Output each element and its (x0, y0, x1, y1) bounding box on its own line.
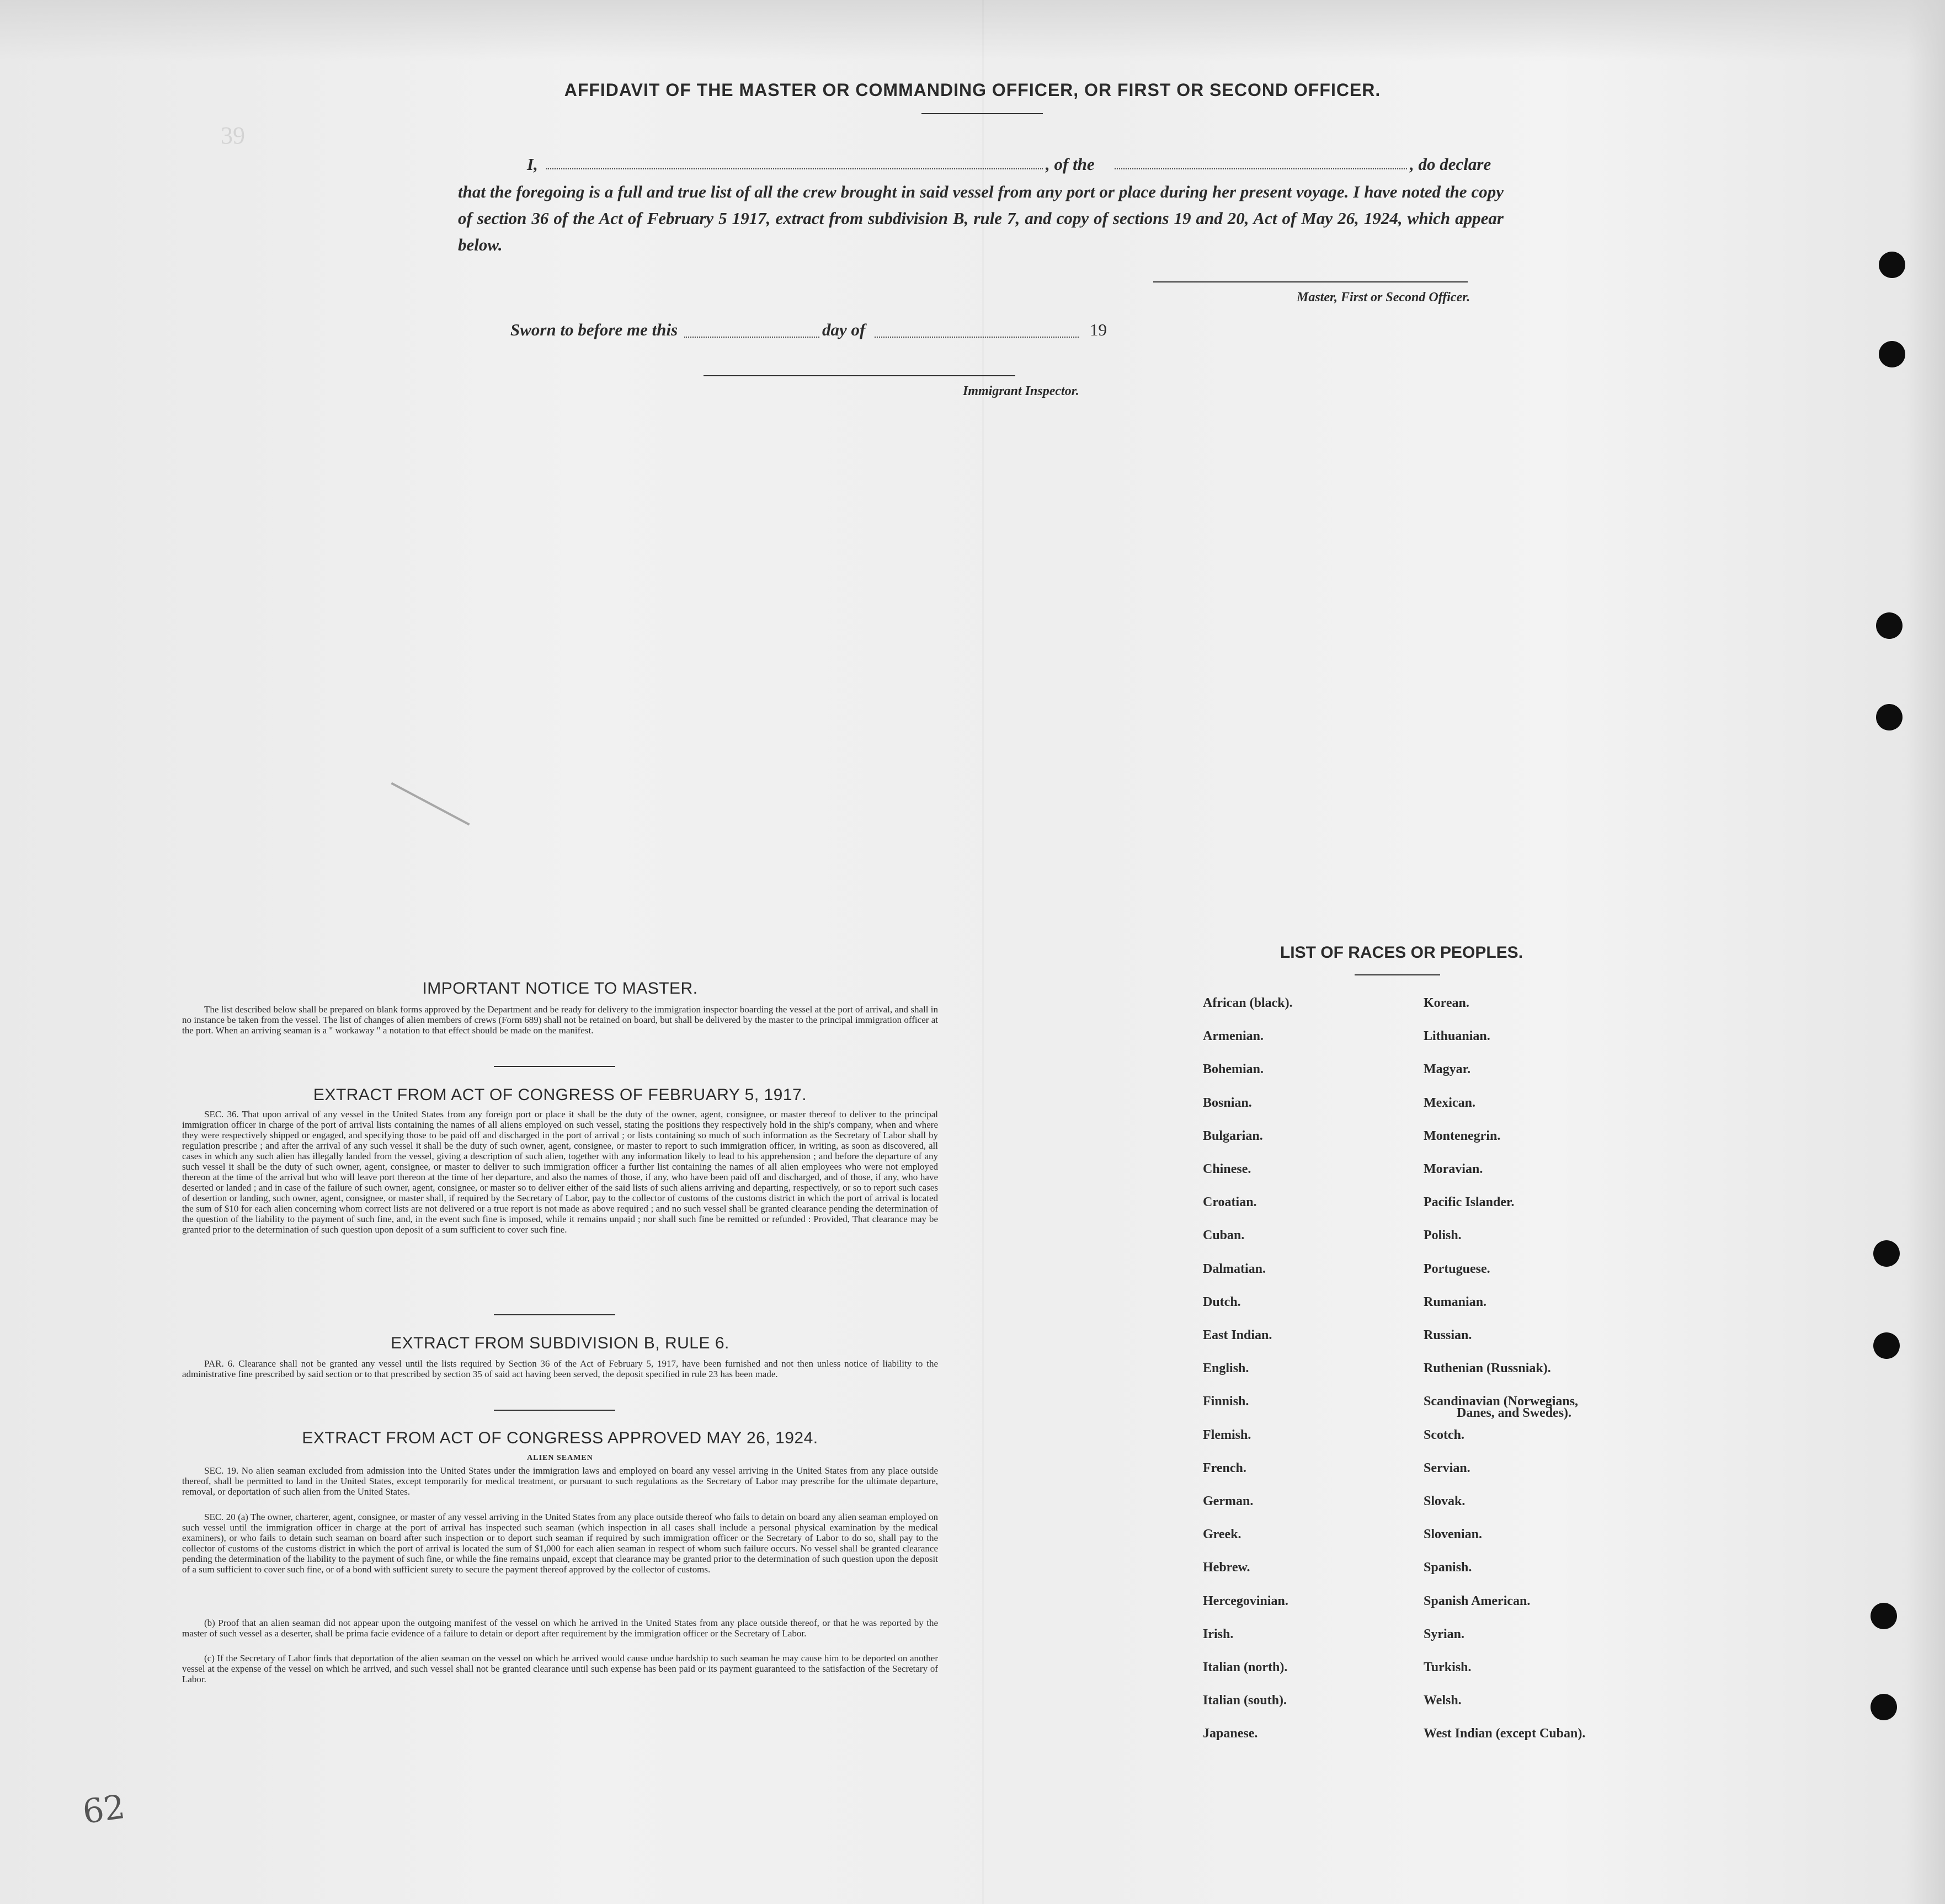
master-signature-caption: Master, First or Second Officer. (1297, 290, 1470, 305)
race-item: Croatian. (1203, 1195, 1257, 1209)
inspector-signature-line[interactable] (704, 375, 1015, 376)
race-item: Dalmatian. (1203, 1262, 1266, 1276)
race-item: Servian. (1424, 1461, 1470, 1475)
extract-1924-sec20c: (c) If the Secretary of Labor finds that deportation of the alien seaman on the vessel on which he arrived would cause undue hardship to such seaman he may cause him to be deported on another vessel at the expense of the vessel on which he arrived, and such vessel shall not be granted clearance until such expense has been paid or its payment guaranteed to the satisfaction of the Secretary of Labor. (182, 1653, 938, 1684)
race-item: Mexican. (1424, 1096, 1475, 1110)
sworn-month-field[interactable] (875, 337, 1079, 338)
race-item: English. (1203, 1361, 1249, 1375)
faded-page-number: 39 (221, 122, 245, 149)
race-item: Spanish. (1424, 1560, 1472, 1575)
race-item-wrap: Danes, and Swedes). (1457, 1406, 1572, 1420)
race-item: Scandinavian (Norwegians, (1424, 1394, 1579, 1409)
race-item: Bulgarian. (1203, 1129, 1263, 1143)
binder-hole (1873, 1240, 1900, 1267)
race-item: Montenegrin. (1424, 1129, 1501, 1143)
race-item: Irish. (1203, 1627, 1234, 1641)
extract-1917-title: EXTRACT FROM ACT OF CONGRESS OF FEBRUARY 5, 1917. (313, 1086, 807, 1104)
race-item: Italian (north). (1203, 1660, 1288, 1674)
affidavit-i-label: I, (527, 154, 538, 174)
extract-1917-divider (494, 1314, 615, 1315)
race-item: Moravian. (1424, 1162, 1483, 1176)
binder-hole (1879, 252, 1905, 278)
race-item: Rumanian. (1424, 1295, 1487, 1309)
scan-scratch (391, 782, 470, 826)
master-signature-line[interactable] (1153, 281, 1468, 282)
master-name-field[interactable] (546, 168, 1043, 169)
binder-hole (1879, 341, 1905, 367)
extract-1924-sec20a: SEC. 20 (a) The owner, charterer, agent, consignee, or master of any vessel arriving in the United States from any place outside thereof who fails to detain on board any alien seaman employed on such vessel until the immigration officer in charge at the port of arrival has inspected such seaman (which inspection in all cases shall include a personal physical examination by the medical examiners), or who fails to detain such seaman on board after such inspection or to deport such seaman if required by such immigration officer or the Secretary of Labor to do so, shall pay to the collector of customs of the customs district in which the port of arrival is located the sum of $1,000 for each alien seaman in respect of whom such failure occurs. No vessel shall be granted clearance pending the determination of the liability to the payment of such fine, or while the fine remains unpaid, except that clearance may be granted prior to the determination of such question upon the deposit of a sum sufficient to cover such fine, or of a bond with sufficient surety to secure the payment thereof approved by the collector of customs. (182, 1512, 938, 1575)
page-fold (982, 0, 984, 1904)
race-item: Slovenian. (1424, 1527, 1483, 1542)
races-title-rule (1355, 974, 1440, 975)
affidavit-of-the-label: , of the (1046, 154, 1095, 174)
race-item: Slovak. (1424, 1494, 1466, 1508)
race-item: Cuban. (1203, 1228, 1245, 1242)
affidavit-do-declare-label: , do declare (1410, 154, 1491, 174)
race-item: Ruthenian (Russniak). (1424, 1361, 1551, 1375)
races-title: LIST OF RACES OR PEOPLES. (1280, 943, 1523, 962)
vessel-name-field[interactable] (1115, 168, 1407, 169)
affidavit-title-rule (921, 113, 1043, 114)
race-item: Hercegovinian. (1203, 1594, 1288, 1608)
notice-title: IMPORTANT NOTICE TO MASTER. (422, 979, 698, 998)
binder-hole (1876, 704, 1903, 730)
affidavit-body-text: that the foregoing is a full and true list of all the crew brought in said vessel from any port or place during her present voyage. I have noted the copy of section 36 of the Act of February 5 1917, extract from subdivision B, rule 7, and copy of sections 19 and 20, Act of May 26, 1924, which appear below. (458, 182, 1504, 254)
binder-hole (1873, 1332, 1900, 1359)
extract-1917-text: SEC. 36. That upon arrival of any vessel in the United States from any foreign port or place it shall be the duty of the owner, agent, consignee, or master thereof to deliver to the principal immigration officer in charge of the port of arrival lists containing the names of all aliens employed on such vessel, stating the positions they respectively hold in the ship's company, when and where they were respectively shipped or engaged, and specifying those to be paid off and discharged in the port of arrival ; or lists containing so much of such information as the Secretary of Labor shall by regulation prescribe ; and after the arrival of any such vessel it shall be the duty of such owner, agent, consignee, or master to report to such immigration officer, in writing, as soon as discovered, all cases in which any such alien has illegally landed from the vessel, giving a description of such alien, together with any information likely to lead to his apprehension ; and before the departure of any such vessel it shall be the duty of such owner, agent, consignee, or master to deliver to such immigration officer a further list containing the names of all alien employees who were not employed thereon at the time of the arrival but who will leave port thereon at the time of her departure, and also the names of those, if any, who have been paid off and discharged, and of those, if any, who have deserted or landed ; and in case of the failure of such owner, agent, consignee, or master so to deliver either of the said lists of such aliens arriving and departing, respectively, or so to report such cases of desertion or landing, such owner, agent, consignee, or master shall, if required by the Secretary of Labor, pay to the collector of customs of the customs district in which the port of arrival is located the sum of $10 for each alien concerning whom correct lists are not delivered or a true report is not made as above required ; and no such vessel shall be granted clearance pending the determination of the question of the liability to the payment of such fine, and, in the event such fine is imposed, while it remains unpaid ; nor shall such fine be remitted or refunded : Provided, That clearance may be granted prior to the determination of such question upon deposit of a sum sufficient to cover such fine. (182, 1109, 938, 1235)
race-item: Lithuanian. (1424, 1029, 1490, 1043)
scan-shadow-right (1906, 0, 1945, 1904)
race-item: African (black). (1203, 996, 1293, 1010)
extract-1924-sec20b: (b) Proof that an alien seaman did not appear upon the outgoing manifest of the vessel on which he arrived in the United States from any place outside thereof, or that he was reported by the master of such vessel as a deserter, shall be prima facie evidence of a failure to detain or deport after requirement by the immigration officer or the Secretary of Labor. (182, 1618, 938, 1639)
race-item: Russian. (1424, 1328, 1472, 1342)
race-item: Scotch. (1424, 1428, 1464, 1442)
race-item: Pacific Islander. (1424, 1195, 1515, 1209)
race-item: Bosnian. (1203, 1096, 1252, 1110)
extract-rule6-title: EXTRACT FROM SUBDIVISION B, RULE 6. (391, 1334, 729, 1352)
extract-rule6-divider (494, 1410, 615, 1411)
race-item: Bohemian. (1203, 1062, 1264, 1076)
race-item: Syrian. (1424, 1627, 1465, 1641)
notice-divider (494, 1066, 615, 1067)
race-item: Armenian. (1203, 1029, 1264, 1043)
race-item: Japanese. (1203, 1726, 1258, 1741)
race-item: West Indian (except Cuban). (1424, 1726, 1586, 1741)
race-item: French. (1203, 1461, 1246, 1475)
race-item: Hebrew. (1203, 1560, 1250, 1575)
extract-1924-title: EXTRACT FROM ACT OF CONGRESS APPROVED MAY 26, 1924. (302, 1429, 818, 1447)
race-item: Polish. (1424, 1228, 1462, 1242)
binder-hole (1871, 1603, 1897, 1629)
race-item: Flemish. (1203, 1428, 1251, 1442)
race-item: Chinese. (1203, 1162, 1251, 1176)
binder-hole (1876, 612, 1903, 639)
race-item: Portuguese. (1424, 1262, 1490, 1276)
day-of-label: day of (822, 320, 866, 339)
notice-text: The list described below shall be prepared on blank forms approved by the Department and be ready for delivery to the immigration inspector boarding the vessel at the port of arrival, and shall in no instance be taken from the vessel. The list of changes of alien members of crews (Form 689) shall not be retained on board, but shall be delivered by the master to the principal immigration officer at the port. When an arriving seaman is a " workaway " a notation to that effect should be made on the manifest. (182, 1004, 938, 1036)
extract-rule6-text: PAR. 6. Clearance shall not be granted any vessel until the lists required by Section 36 of the Act of February 5, 1917, have been furnished and not then unless notice of liability to the administrative fine prescribed by said section or to that prescribed by section 35 of said act having been served, the deposit specified in rule 23 has been made. (182, 1358, 938, 1379)
handwritten-number: 62 (80, 1788, 127, 1832)
binder-hole (1871, 1694, 1897, 1720)
race-item: German. (1203, 1494, 1254, 1508)
race-item: Greek. (1203, 1527, 1241, 1542)
race-item: East Indian. (1203, 1328, 1272, 1342)
race-item: Korean. (1424, 996, 1469, 1010)
race-item: Dutch. (1203, 1295, 1241, 1309)
race-item: Finnish. (1203, 1394, 1249, 1409)
race-item: Turkish. (1424, 1660, 1472, 1674)
extract-1924-subtitle: ALIEN SEAMEN (527, 1454, 593, 1462)
sworn-day-field[interactable] (684, 337, 819, 338)
sworn-label: Sworn to before me this (510, 320, 678, 339)
race-item: Magyar. (1424, 1062, 1471, 1076)
year-label: 19 (1090, 320, 1107, 339)
race-item: Italian (south). (1203, 1693, 1287, 1708)
inspector-signature-caption: Immigrant Inspector. (963, 384, 1079, 398)
affidavit-title: AFFIDAVIT OF THE MASTER OR COMMANDING OFFICER, OR FIRST OR SECOND OFFICER. (564, 80, 1381, 100)
extract-1924-sec19: SEC. 19. No alien seaman excluded from admission into the United States under the immigration laws and employed on board any vessel arriving in the United States from any place outside thereof, shall be permitted to land in the United States, except temporarily for medical treatment, or pursuant to such regulations as the Secretary of Labor may prescribe for the ultimate departure, removal, or deportation of such alien from the United States. (182, 1465, 938, 1497)
race-item: Spanish American. (1424, 1594, 1531, 1608)
race-item: Welsh. (1424, 1693, 1462, 1708)
scan-shadow-top (0, 0, 1945, 61)
